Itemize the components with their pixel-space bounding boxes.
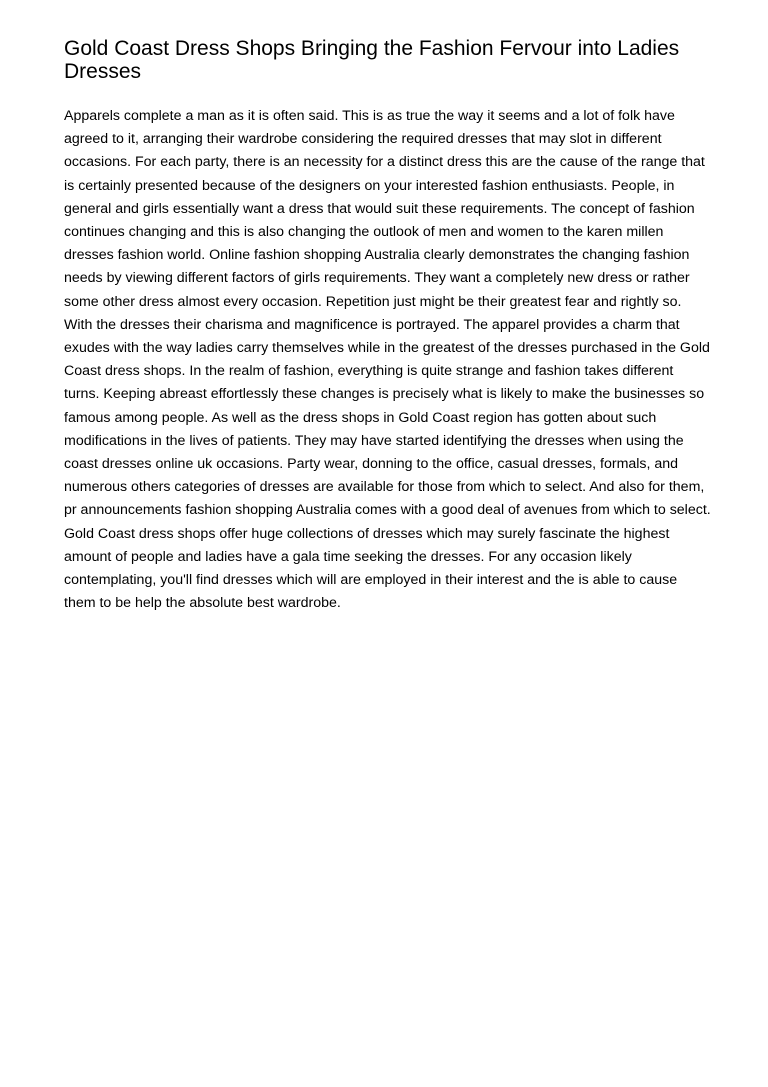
document-body-paragraph: Apparels complete a man as it is often said. This is as true the way it seems and a lot of folk have agreed to it, arranging their wardrobe considering the required dresses that may slot in different occasions. For each party, there is an necessity for a distinct dress this are the cause of the range that is certainly presented because of the designers on your interested fashion enthusiasts. People, in general and girls essentially want a dress that would suit these requirements. The concept of fashion continues changing and this is also changing the outlook of men and women to the karen millen dresses fashion world. Online fashion shopping Australia clearly demonstrates the changing fashion needs by viewing different factors of girls requirements. They want a completely new dress or rather some other dress almost every occasion. Repetition just might be their greatest fear and rightly so. With the dresses their charisma and magnificence is portrayed. The apparel provides a charm that exudes with the way ladies carry themselves while in the greatest of the dresses purchased in the Gold Coast dress shops. In the realm of fashion, everything is quite strange and fashion takes different turns. Keeping abreast effortlessly these changes is precisely what is likely to make the businesses so famous among people. As well as the dress shops in Gold Coast region has gotten about such modifications in the lives of patients. They may have started identifying the dresses when using the coast dresses online uk occasions. Party wear, donning to the office, casual dresses, formals, and numerous others categories of dresses are available for those from which to select. And also for them, pr announcements fashion shopping Australia comes with a good deal of avenues from which to select. Gold Coast dress shops offer huge collections of dresses which may surely fascinate the highest amount of people and ladies have a gala time seeking the dresses. For any occasion likely contemplating, you'll find dresses which will are employed in their interest and the is able to cause them to be help the absolute best wardrobe. [64, 108, 711, 612]
document-title: Gold Coast Dress Shops Bringing the Fashion Fervour into Ladies Dresses [64, 37, 680, 83]
